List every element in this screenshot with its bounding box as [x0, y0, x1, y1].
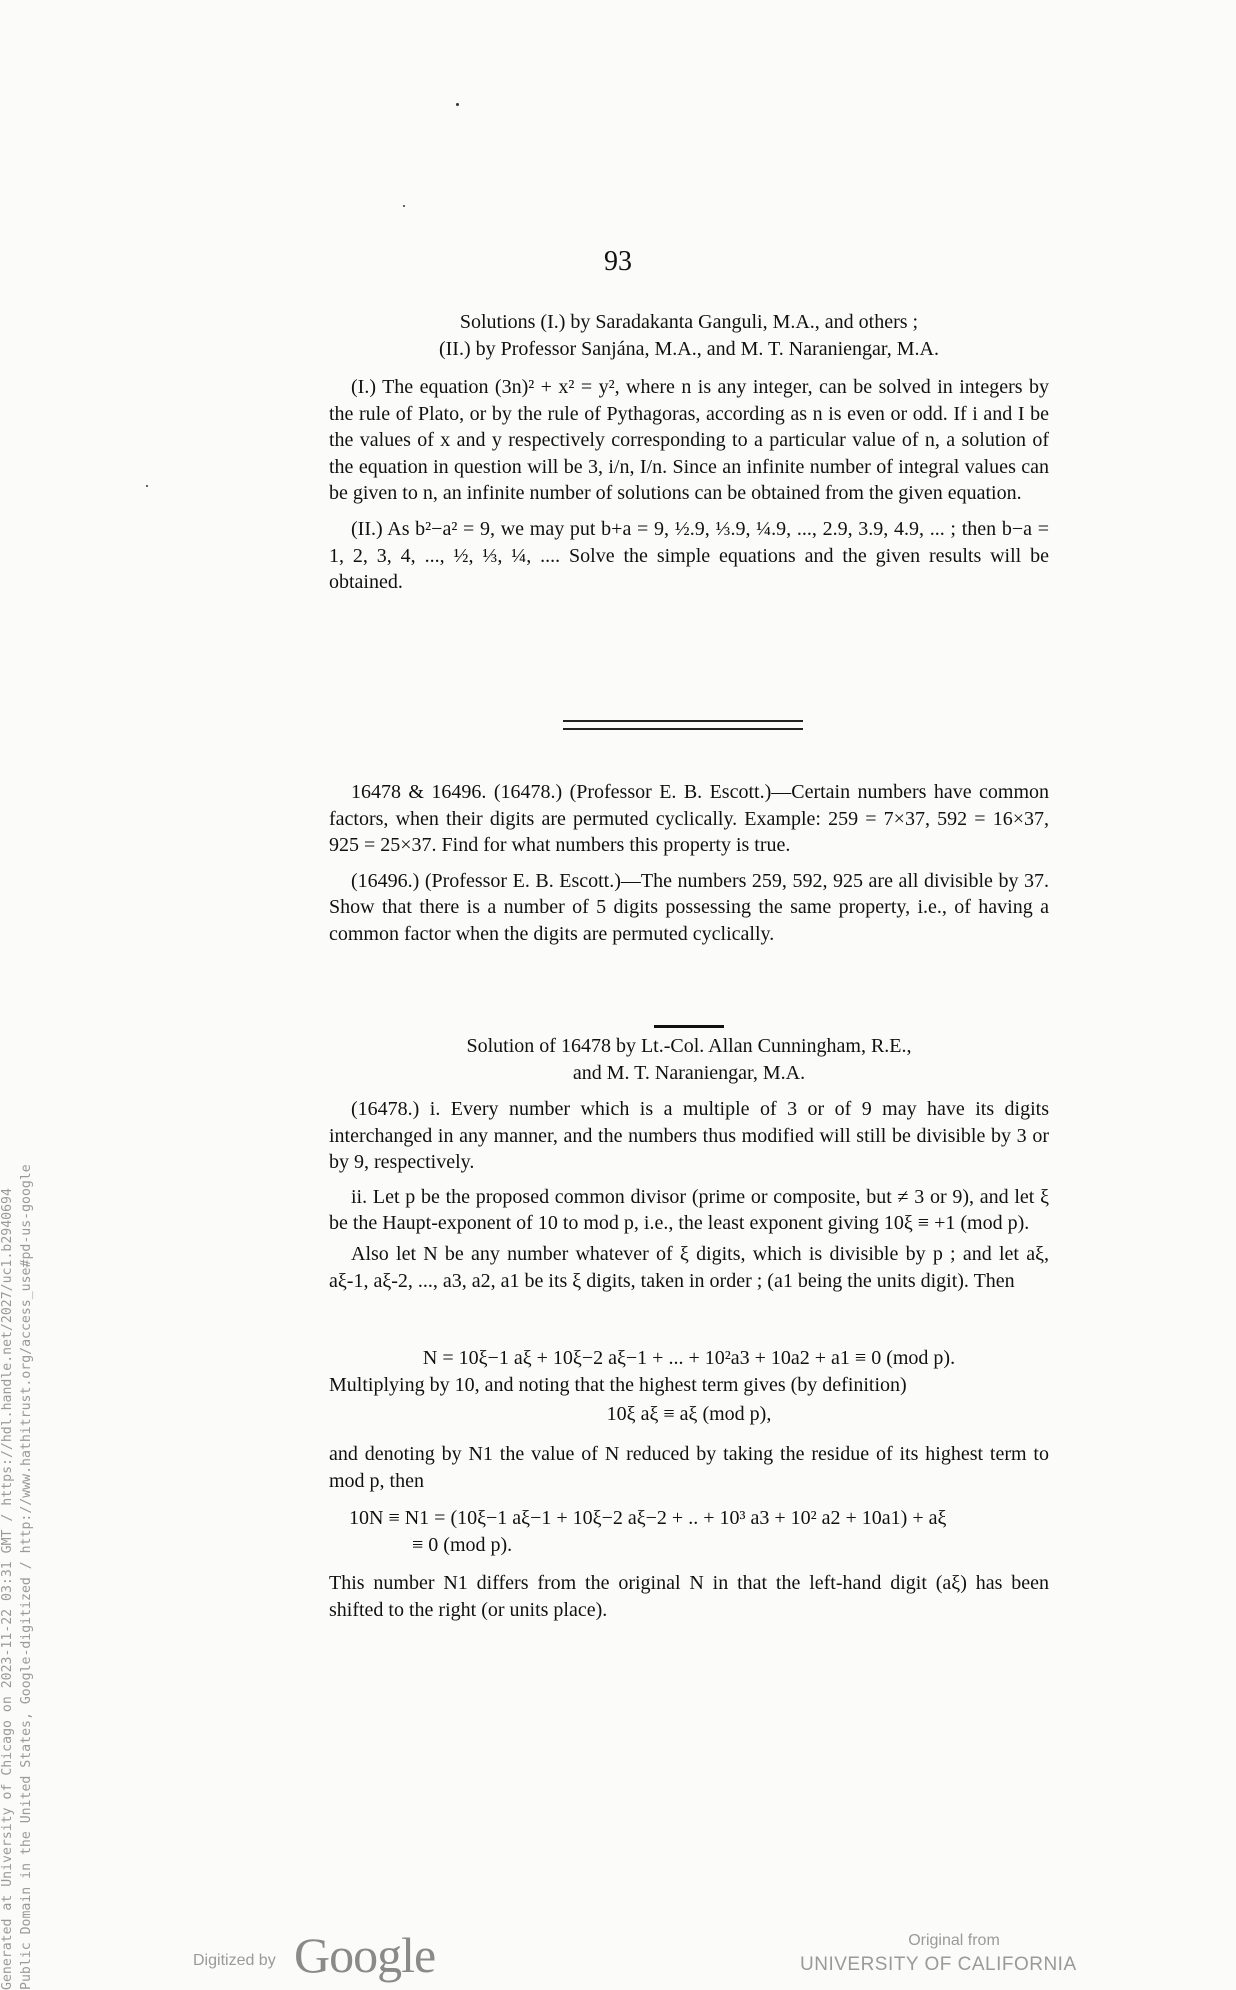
short-divider	[654, 1025, 724, 1028]
paragraph: ii. Let p be the proposed common divisor (prime or composite, but ≠ 3 or 9), and let ξ be the Haupt-exponent of 10 to mod p, i.e., the least exponent giving 10ξ ≡ +1 (mod p).	[329, 1185, 1049, 1235]
university-label: UNIVERSITY OF CALIFORNIA	[800, 1954, 1077, 1975]
solution-2-body	[329, 1096, 1049, 1294]
solution-2-cont-2	[329, 1441, 1049, 1494]
heading-line: and M. T. Naraniengar, M.A.	[572, 1062, 806, 1084]
solution-heading-1	[329, 309, 1049, 363]
paragraph: (I.) The equation (3n)² + x² = y², where n is any integer, can be solved in integers by the rule of Plato, or by the rule of Pythagoras, according as n is even or odd. If i and I be the values of x and y respectively corresponding to a particular value of n, a solution of the equation in question will be 3, i/n, I/n. Since an infinite number of integral values can be given to n, an infinite number of solutions can be obtained from the given equation.	[329, 376, 1049, 505]
paragraph: Multiplying by 10, and noting that the highest term gives (by definition)	[329, 1374, 907, 1396]
paragraph: and denoting by N1 the value of N reduced by taking the residue of its highest term to mod p, then	[329, 1443, 1049, 1492]
watermark-line: Generated at University of Chicago on 2023-11-22 03:31 GMT / https://hdl.handle.net/2027/uc1.b2940694	[0, 1188, 15, 1990]
problem-statement	[329, 779, 1049, 948]
hathitrust-watermark	[0, 990, 36, 1990]
heading-line: Solution of 16478 by Lt.-Col. Allan Cunningham, R.E.,	[466, 1035, 912, 1057]
paragraph: (16478.) i. Every number which is a multiple of 3 or of 9 may have its digits interchanged in any manner, and the numbers thus modified will still be divisible by 3 or by 9, respectively.	[329, 1098, 1049, 1174]
solution-heading-2	[329, 1033, 1049, 1087]
paragraph: (II.) As b²−a² = 9, we may put b+a = 9, ½.9, ⅓.9, ¼.9, ..., 2.9, 3.9, 4.9, ... ; then b−a = 1, 2, 3, 4, ..., ½, ⅓, ¼, .... Solve the simple equations and the given results will be obtained.	[329, 517, 1049, 594]
equation: 10N ≡ N1 = (10ξ−1 aξ−1 + 10ξ−2 aξ−2 + .. + 10³ a3 + 10² a2 + 10a1) + aξ	[349, 1507, 947, 1529]
watermark-line: Public Domain in the United States, Google-digitized / http://www.hathitrust.org/access_use#pd-us-google	[19, 1164, 34, 1990]
solution-2-cont-3	[329, 1570, 1049, 1623]
solution-2-cont	[329, 1372, 1049, 1399]
paragraph: Also let N be any number whatever of ξ digits, which is divisible by p ; and let aξ, aξ-1, aξ-2, ..., a3, a2, a1 be its ξ digits, taken in order ; (a1 being the units digit). Then	[329, 1242, 1049, 1292]
paragraph: This number N1 differs from the original N in that the left-hand digit (aξ) has been shifted to the right (or units place).	[329, 1572, 1049, 1621]
section-divider	[563, 720, 803, 730]
google-logo: Google	[294, 1927, 436, 1983]
paragraph: (16496.) (Professor E. B. Escott.)—The numbers 259, 592, 925 are all divisible by 37. Show that there is a number of 5 digits possessing the same property, i.e., of having a common factor when the digits are permuted cyclically.	[329, 869, 1049, 945]
paragraph: 16478 & 16496. (16478.) (Professor E. B. Escott.)—Certain numbers have common factors, when their digits are permuted cyclically. Example: 259 = 7×37, 592 = 16×37, 925 = 25×37. Find for what numbers this property is true.	[329, 781, 1049, 857]
equation: N = 10ξ−1 aξ + 10ξ−2 aξ−1 + ... + 10²a3 + 10a2 + a1 ≡ 0 (mod p).	[422, 1347, 956, 1369]
digitized-by-label: Digitized by	[193, 1952, 276, 1969]
equation: ≡ 0 (mod p).	[412, 1534, 513, 1556]
equation: 10ξ aξ ≡ aξ (mod p),	[606, 1403, 772, 1425]
solution-1-body	[329, 374, 1049, 596]
page-number: 93	[604, 246, 632, 277]
heading-line: Solutions (I.) by Saradakanta Ganguli, M.A., and others ;	[459, 311, 919, 333]
heading-line: (II.) by Professor Sanjána, M.A., and M. T. Naraniengar, M.A.	[438, 338, 939, 360]
original-from-label: Original from	[908, 1932, 1000, 1949]
